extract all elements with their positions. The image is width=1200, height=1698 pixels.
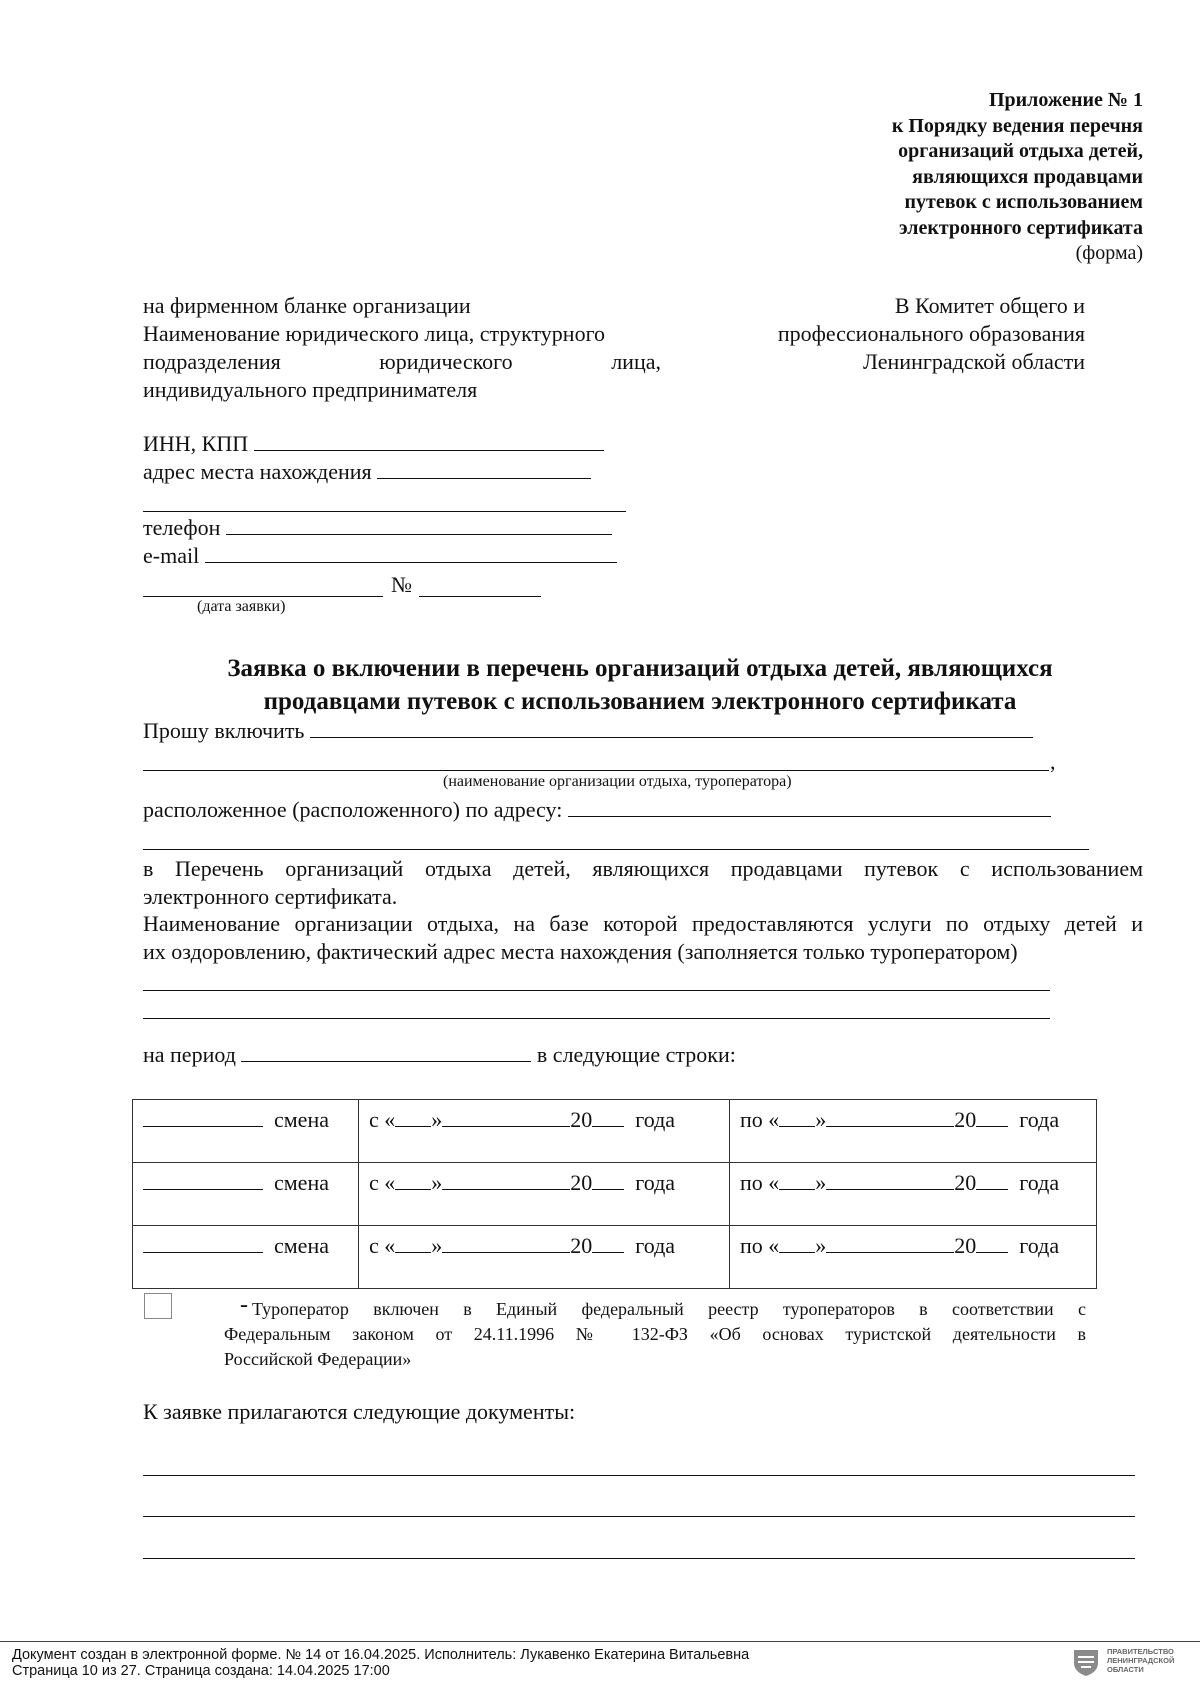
to-year-input[interactable] [976, 1232, 1008, 1253]
inn-kpp-label: ИНН, КПП [143, 431, 249, 456]
year-word: года [1019, 1233, 1060, 1258]
tour-operator-note [224, 1297, 1086, 1372]
form-label: (форма) [1075, 242, 1143, 264]
year-word: года [635, 1233, 676, 1258]
to-prefix: по « [740, 1233, 780, 1258]
table-row [133, 1163, 1097, 1226]
recipient-line: Ленинградской области [863, 349, 1085, 374]
phone-input[interactable] [226, 514, 612, 535]
from-day-input[interactable] [395, 1169, 431, 1190]
location-input-line-2[interactable] [143, 849, 1089, 850]
applicant-name-line: подразделения юридического лица, [143, 349, 661, 374]
logo-text-line: ПРАВИТЕЛЬСТВО [1107, 1647, 1174, 1656]
year-word: года [635, 1170, 676, 1195]
to-day-input[interactable] [779, 1232, 815, 1253]
appendix-line: являющихся продавцами [912, 165, 1143, 188]
document-title [160, 652, 1120, 718]
note-line: Федеральным законом от 24.11.1996 № 132-ФЗ «Об основах туристской деятельности в [224, 1324, 1086, 1344]
quote-close: » [431, 1233, 443, 1258]
from-day-input[interactable] [395, 1232, 431, 1253]
shift-cell [133, 1163, 359, 1226]
from-year-input[interactable] [592, 1232, 624, 1253]
from-prefix: с « [369, 1170, 396, 1195]
logo-text-line: ОБЛАСТИ [1107, 1665, 1144, 1674]
year-prefix: 20 [570, 1233, 593, 1258]
date-caption: (дата заявки) [197, 598, 286, 615]
inn-kpp-input[interactable] [254, 430, 604, 451]
footer-divider [0, 1641, 1200, 1642]
organization-caption: (наименование организации отдыха, туроператора) [443, 773, 792, 790]
recipient-block [740, 292, 1085, 376]
appendix-line: организаций отдыха детей, [898, 140, 1143, 162]
org-name-paragraph-line: их оздоровлению, фактический адрес места нахождения (заполняется только туроператором) [143, 939, 1018, 964]
to-date-cell [730, 1226, 1097, 1289]
quote-close: » [815, 1233, 827, 1258]
to-day-input[interactable] [779, 1106, 815, 1127]
period-field [143, 1041, 736, 1069]
appendix-line: Приложение № 1 [988, 89, 1143, 111]
from-date-cell [359, 1163, 730, 1226]
applicant-name-line: Наименование юридического лица, структурного [143, 321, 606, 346]
list-paragraph-line: в Перечень организаций отдыха детей, являющихся продавцами путевок с использованием [143, 856, 1143, 881]
to-day-input[interactable] [779, 1169, 815, 1190]
from-year-input[interactable] [592, 1169, 624, 1190]
org-name-input-line[interactable] [143, 990, 1050, 991]
quote-close: » [431, 1107, 443, 1132]
location-label: расположенное (расположенного) по адресу: [143, 797, 563, 822]
table-row [133, 1226, 1097, 1289]
from-date-cell [359, 1100, 730, 1163]
org-name-input-line[interactable] [143, 1018, 1050, 1019]
inn-kpp-field [143, 430, 604, 458]
applicant-name-line: индивидуального предпринимателя [143, 377, 478, 402]
number-sign: № [391, 572, 412, 597]
from-prefix: с « [369, 1233, 396, 1258]
attachments-label: К заявке прилагаются следующие документы: [143, 1399, 576, 1424]
from-day-input[interactable] [395, 1106, 431, 1127]
to-date-cell [730, 1163, 1097, 1226]
year-prefix: 20 [954, 1107, 977, 1132]
request-label: Прошу включить [143, 718, 305, 743]
quote-close: » [815, 1107, 827, 1132]
address-field [143, 458, 591, 486]
shift-label: смена [274, 1107, 329, 1132]
list-paragraph-line: электронного сертификата. [143, 884, 398, 909]
terms-label: в следующие строки: [536, 1042, 736, 1067]
email-input[interactable] [205, 542, 617, 563]
from-month-input[interactable] [442, 1169, 570, 1190]
location-field [143, 796, 1051, 824]
quote-close: » [431, 1170, 443, 1195]
date-input[interactable] [143, 596, 383, 597]
from-date-cell [359, 1226, 730, 1289]
to-month-input[interactable] [826, 1232, 954, 1253]
title-line: Заявка о включении в перечень организаций отдыха детей, являющихся [227, 655, 1053, 682]
shift-number-input[interactable] [143, 1232, 263, 1253]
attachment-input-line[interactable] [143, 1558, 1135, 1559]
to-date-cell [730, 1100, 1097, 1163]
footer-line: Документ создан в электронной форме. № 14 от 16.04.2025. Исполнитель: Лукавенко Екатерина Витальевна [12, 1647, 750, 1663]
to-prefix: по « [740, 1107, 780, 1132]
from-month-input[interactable] [442, 1232, 570, 1253]
footer-line: Страница 10 из 27. Страница создана: 14.04.2025 17:00 [12, 1663, 390, 1679]
year-prefix: 20 [954, 1170, 977, 1195]
title-line: продавцами путевок с использованием электронного сертификата [263, 688, 1017, 715]
location-input[interactable] [568, 796, 1051, 817]
recipient-line: профессионального образования [777, 321, 1085, 346]
logo-text-line: ЛЕНИНГРАДСКОЙ [1107, 1656, 1175, 1665]
address-input-line-2[interactable] [143, 511, 626, 512]
org-name-paragraph-line: Наименование организации отдыха, на базе которой предоставляются услуги по отдыху детей и [143, 911, 1143, 936]
period-input[interactable] [241, 1041, 531, 1062]
address-label: адрес места нахождения [143, 459, 372, 484]
shift-number-input[interactable] [143, 1106, 263, 1127]
logo-text [1107, 1647, 1174, 1674]
appendix-line: путевок с использованием [904, 191, 1143, 213]
phone-label: телефон [143, 515, 221, 540]
shift-cell [133, 1226, 359, 1289]
year-word: года [635, 1107, 676, 1132]
government-logo [1071, 1647, 1200, 1683]
shift-number-input[interactable] [143, 1169, 263, 1190]
letterhead-note: на фирменном бланке организации [143, 293, 471, 318]
coat-of-arms-icon [1071, 1647, 1101, 1677]
appendix-line: к Порядку ведения перечня [891, 114, 1143, 137]
note-line: Российской Федерации» [224, 1349, 412, 1369]
note-dash: - [240, 1292, 248, 1318]
recipient-line: В Комитет общего и [894, 293, 1085, 318]
year-prefix: 20 [570, 1170, 593, 1195]
footer [12, 1647, 749, 1679]
email-label: e-mail [143, 543, 200, 568]
phone-field [143, 514, 612, 542]
from-year-input[interactable] [592, 1106, 624, 1127]
appendix-line: электронного сертификата [898, 216, 1143, 239]
to-year-input[interactable] [976, 1169, 1008, 1190]
shift-cell [133, 1100, 359, 1163]
to-year-input[interactable] [976, 1106, 1008, 1127]
to-month-input[interactable] [826, 1169, 954, 1190]
comma: , [1050, 749, 1056, 774]
shifts-table [132, 1099, 1097, 1289]
to-prefix: по « [740, 1170, 780, 1195]
email-field [143, 542, 617, 570]
year-word: года [1019, 1170, 1060, 1195]
appendix-header [763, 88, 1143, 267]
quote-close: » [815, 1170, 827, 1195]
organization-input-line-2[interactable] [143, 770, 1049, 771]
request-field [143, 717, 1033, 745]
from-month-input[interactable] [442, 1106, 570, 1127]
note-line: Туроператор включен в Единый федеральный реестр туроператоров в соответствии с [252, 1299, 1086, 1319]
shift-label: смена [274, 1233, 329, 1258]
year-prefix: 20 [954, 1233, 977, 1258]
to-month-input[interactable] [826, 1106, 954, 1127]
period-label: на период [143, 1042, 236, 1067]
attachment-input-line[interactable] [143, 1516, 1135, 1517]
table-row [133, 1100, 1097, 1163]
from-prefix: с « [369, 1107, 396, 1132]
address-input[interactable] [377, 458, 591, 479]
applicant-block [143, 292, 661, 404]
shift-label: смена [274, 1170, 329, 1195]
number-input[interactable] [419, 596, 541, 597]
attachment-input-line[interactable] [143, 1475, 1135, 1476]
tour-operator-checkbox[interactable] [144, 1293, 172, 1319]
year-word: года [1019, 1107, 1060, 1132]
organization-input[interactable] [310, 717, 1033, 738]
year-prefix: 20 [570, 1107, 593, 1132]
